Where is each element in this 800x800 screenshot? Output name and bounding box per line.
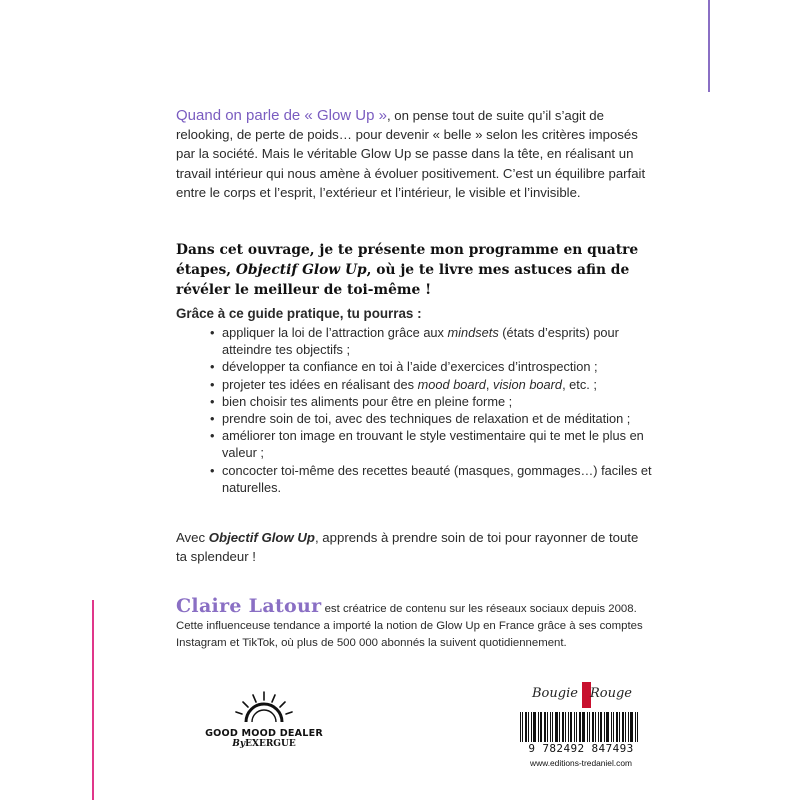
barcode-bar — [522, 712, 523, 742]
barcode-bar — [616, 712, 618, 742]
barcode-bar — [592, 712, 594, 742]
barcode-bar — [533, 712, 536, 742]
barcode-bar — [622, 712, 624, 742]
list-item: • améliorer ton image en trouvant le style vestimentaire qui te met le plus en valeur ; — [212, 427, 652, 461]
guide-bullet-list — [212, 324, 652, 496]
intro-text: , on pense tout de suite qu’il s’agit de relooking, de perte de poids… pour devenir « belle » selon les critères imposés par la société. Mais le véritable Glow Up se passe dans la tête, en réalisant un travail intérieur qui nous amène à évoluer positivement. C’est un équilibre parfait entre le corps et l’esprit, l’extérieur et l’intérieur, le visible et l’invisible. — [176, 108, 646, 200]
barcode-bar — [528, 712, 529, 742]
publisher-imprint: ByEXERGUE — [232, 739, 296, 749]
sun-icon — [229, 688, 299, 726]
barcode-bar — [570, 712, 572, 742]
barcode-bar — [604, 712, 605, 742]
brand-logo — [526, 680, 638, 714]
barcode-bar — [582, 712, 585, 742]
barcode-bar — [562, 712, 564, 742]
list-item: • bien choisir tes aliments pour être en pleine forme ; — [212, 393, 652, 410]
barcode-bar — [576, 712, 577, 742]
barcode-bar — [565, 712, 566, 742]
barcode-bar — [589, 712, 590, 742]
intro-paragraph — [176, 106, 646, 202]
program-paragraph — [176, 240, 646, 300]
isbn-number: 9 782492 847493 — [528, 742, 634, 755]
barcode-bar — [606, 712, 609, 742]
barcode-bar — [568, 712, 569, 742]
list-item: • projeter tes idées en réalisant des mood board, vision board, etc. ; — [212, 376, 652, 393]
closing-paragraph: Avec Objectif Glow Up, apprends à prendre soin de toi pour rayonner de toute ta splendeur ! — [176, 530, 639, 565]
list-item: • concocter toi-même des recettes beauté (masques, gommages…) faciles et naturelles. — [212, 462, 652, 496]
barcode-bar — [637, 712, 638, 742]
author-bio-text: est créatrice de contenu sur les réseaux sociaux depuis 2008. Cette influenceuse tendance a importé la notion de Glow Up en France grâce à ses comptes Instagram et TikTok, où plus de 500 000 abonnés la suivent quotidiennement. — [176, 603, 643, 649]
program-title: Objectif Glow Up — [235, 262, 367, 278]
brand-text-1: Bougie — [532, 686, 578, 701]
barcode-bar — [635, 712, 636, 742]
barcode-bar — [550, 712, 551, 742]
barcode-bar — [579, 712, 581, 742]
barcode-bar — [520, 712, 521, 742]
barcode-bar — [628, 712, 629, 742]
barcode-bar — [544, 712, 546, 742]
barcode-bar — [540, 712, 542, 742]
barcode-bar — [531, 712, 532, 742]
barcode-bar — [538, 712, 539, 742]
barcode-bar — [587, 712, 588, 742]
barcode-bar — [613, 712, 614, 742]
barcode-bar — [630, 712, 633, 742]
barcode — [520, 712, 642, 742]
intro-lead: Quand on parle de « Glow Up » — [176, 107, 387, 124]
decorative-line-top — [708, 0, 710, 92]
list-item: • prendre soin de toi, avec des techniques de relaxation et de méditation ; — [212, 410, 652, 427]
barcode-bar — [611, 712, 612, 742]
publisher-name: GOOD MOOD DEALER — [205, 728, 323, 739]
barcode-bar — [598, 712, 599, 742]
list-item: • développer ta confiance en toi à l’aide d’exercices d’introspection ; — [212, 358, 652, 375]
barcode-bar — [625, 712, 626, 742]
barcode-bar — [525, 712, 527, 742]
barcode-bar — [619, 712, 620, 742]
program-text-1: Dans cet ouvrage, je te présente mon programme en quatre étapes, — [176, 242, 639, 278]
closing-title: Objectif Glow Up — [208, 530, 315, 545]
brand-text-2: Rouge — [590, 686, 633, 701]
barcode-bar — [600, 712, 602, 742]
author-bio — [176, 595, 646, 652]
barcode-bar — [547, 712, 548, 742]
author-name: Claire Latour — [176, 595, 322, 617]
barcode-bar — [559, 712, 560, 742]
barcode-bar — [574, 712, 575, 742]
barcode-bar — [555, 712, 558, 742]
decorative-line-bottom — [92, 600, 94, 800]
guide-title: Grâce à ce guide pratique, tu pourras : — [176, 306, 422, 321]
publisher-website: www.editions-tredaniel.com — [530, 758, 632, 768]
program-text-2: , où je te livre mes astuces afin de révéler le meilleur de toi-même ! — [176, 262, 630, 298]
barcode-bar — [595, 712, 596, 742]
barcode-bar — [552, 712, 553, 742]
list-item: • appliquer la loi de l’attraction grâce aux mindsets (états d’esprits) pour atteindre tes objectifs ; — [212, 324, 652, 358]
publisher-logo — [204, 688, 324, 749]
